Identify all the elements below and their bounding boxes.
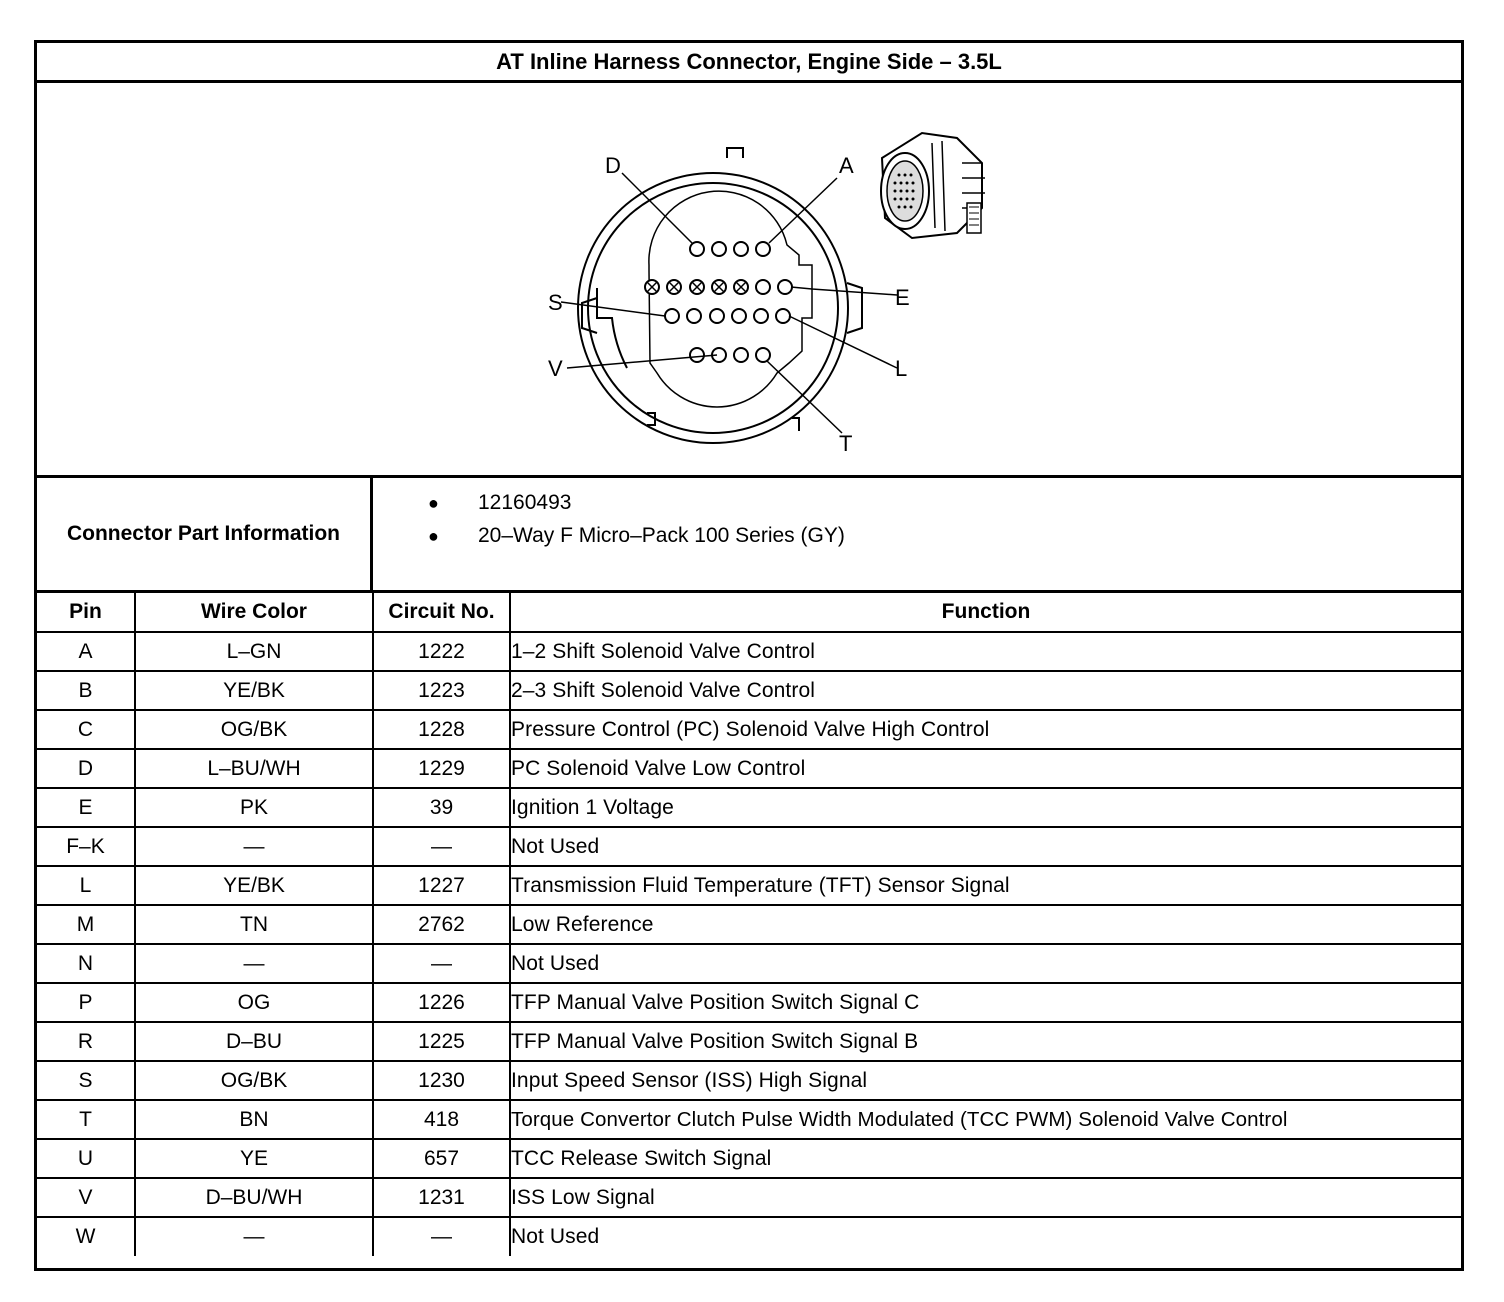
function-cell: TFP Manual Valve Position Switch Signal B [510, 1022, 1461, 1061]
pin-label-v: V [548, 356, 563, 381]
pin-cell: V [37, 1178, 135, 1217]
table-header-row [37, 593, 1461, 632]
pin-label-d: D [605, 153, 621, 178]
connector-part-info-label: Connector Part Information [37, 478, 373, 590]
header-wire-color: Wire Color [135, 593, 373, 632]
bullet-icon: ● [428, 492, 439, 513]
wire-color-cell: — [135, 1217, 373, 1256]
wire-color-cell: OG/BK [135, 710, 373, 749]
function-cell: ISS Low Signal [510, 1178, 1461, 1217]
circuit-cell: — [373, 827, 510, 866]
function-cell: Not Used [510, 944, 1461, 983]
pin-cell: R [37, 1022, 135, 1061]
table-row [37, 866, 1461, 905]
header-function: Function [510, 593, 1461, 632]
function-cell: Transmission Fluid Temperature (TFT) Sensor Signal [510, 866, 1461, 905]
wire-color-cell: YE/BK [135, 671, 373, 710]
pin-cell: U [37, 1139, 135, 1178]
table-row [37, 1061, 1461, 1100]
header-pin: Pin [37, 593, 135, 632]
circuit-cell: 1230 [373, 1061, 510, 1100]
circuit-cell: 1223 [373, 671, 510, 710]
function-cell: Input Speed Sensor (ISS) High Signal [510, 1061, 1461, 1100]
pin-cell: A [37, 632, 135, 671]
function-cell: 1–2 Shift Solenoid Valve Control [510, 632, 1461, 671]
function-cell: PC Solenoid Valve Low Control [510, 749, 1461, 788]
pin-cell: C [37, 710, 135, 749]
pin-label-t: T [839, 431, 853, 456]
pin-cell: W [37, 1217, 135, 1256]
pin-cell: N [37, 944, 135, 983]
table-row [37, 1139, 1461, 1178]
function-cell: Not Used [510, 827, 1461, 866]
wire-color-cell: L–BU/WH [135, 749, 373, 788]
circuit-cell: 1229 [373, 749, 510, 788]
wire-color-cell: D–BU [135, 1022, 373, 1061]
wire-color-cell: L–GN [135, 632, 373, 671]
function-cell: 2–3 Shift Solenoid Valve Control [510, 671, 1461, 710]
connector-face-icon [37, 83, 1461, 475]
part-number: 12160493 [478, 491, 572, 514]
pin-table [37, 593, 1461, 1256]
table-row [37, 632, 1461, 671]
pin-label-a: A [839, 153, 854, 178]
circuit-cell: 1226 [373, 983, 510, 1022]
pin-cell: B [37, 671, 135, 710]
pin-cell: L [37, 866, 135, 905]
function-cell: Low Reference [510, 905, 1461, 944]
table-row [37, 905, 1461, 944]
connector-sheet [34, 40, 1464, 1271]
connector-perspective-icon [881, 133, 985, 238]
function-cell: Pressure Control (PC) Solenoid Valve High Control [510, 710, 1461, 749]
wire-color-cell: YE/BK [135, 866, 373, 905]
table-row [37, 1022, 1461, 1061]
pin-label-l: L [895, 356, 908, 381]
wire-color-cell: OG [135, 983, 373, 1022]
circuit-cell: 39 [373, 788, 510, 827]
pin-cell: E [37, 788, 135, 827]
table-row [37, 1217, 1461, 1256]
wire-color-cell: — [135, 944, 373, 983]
pin-cell: P [37, 983, 135, 1022]
function-cell: Torque Convertor Clutch Pulse Width Modulated (TCC PWM) Solenoid Valve Control [510, 1100, 1461, 1139]
circuit-cell: — [373, 1217, 510, 1256]
page-title: AT Inline Harness Connector, Engine Side – 3.5L [37, 43, 1461, 83]
pin-cell: T [37, 1100, 135, 1139]
circuit-cell: 1222 [373, 632, 510, 671]
wire-color-cell: BN [135, 1100, 373, 1139]
connector-part-info-list [373, 478, 1461, 590]
circuit-cell: 1231 [373, 1178, 510, 1217]
connector-part-info [37, 478, 1461, 593]
wire-color-cell: YE [135, 1139, 373, 1178]
function-cell: Not Used [510, 1217, 1461, 1256]
circuit-cell: 657 [373, 1139, 510, 1178]
bullet-icon: ● [428, 525, 439, 546]
table-row [37, 983, 1461, 1022]
wire-color-cell: — [135, 827, 373, 866]
function-cell: TCC Release Switch Signal [510, 1139, 1461, 1178]
circuit-cell: 1228 [373, 710, 510, 749]
table-row [37, 944, 1461, 983]
pin-label-e: E [895, 285, 910, 310]
wire-color-cell: D–BU/WH [135, 1178, 373, 1217]
circuit-cell: 418 [373, 1100, 510, 1139]
pin-cell: M [37, 905, 135, 944]
circuit-cell: — [373, 944, 510, 983]
table-row [37, 671, 1461, 710]
part-description: 20–Way F Micro–Pack 100 Series (GY) [478, 524, 845, 547]
function-cell: TFP Manual Valve Position Switch Signal C [510, 983, 1461, 1022]
table-row [37, 1100, 1461, 1139]
pin-cell: F–K [37, 827, 135, 866]
table-row [37, 710, 1461, 749]
header-circuit: Circuit No. [373, 593, 510, 632]
circuit-cell: 1227 [373, 866, 510, 905]
connector-diagram [37, 83, 1461, 478]
wire-color-cell: OG/BK [135, 1061, 373, 1100]
table-row [37, 788, 1461, 827]
function-cell: Ignition 1 Voltage [510, 788, 1461, 827]
table-row [37, 827, 1461, 866]
pin-label-s: S [548, 290, 563, 315]
wire-color-cell: TN [135, 905, 373, 944]
wire-color-cell: PK [135, 788, 373, 827]
table-row [37, 1178, 1461, 1217]
circuit-cell: 1225 [373, 1022, 510, 1061]
table-row [37, 749, 1461, 788]
circuit-cell: 2762 [373, 905, 510, 944]
pin-cell: S [37, 1061, 135, 1100]
pin-cell: D [37, 749, 135, 788]
